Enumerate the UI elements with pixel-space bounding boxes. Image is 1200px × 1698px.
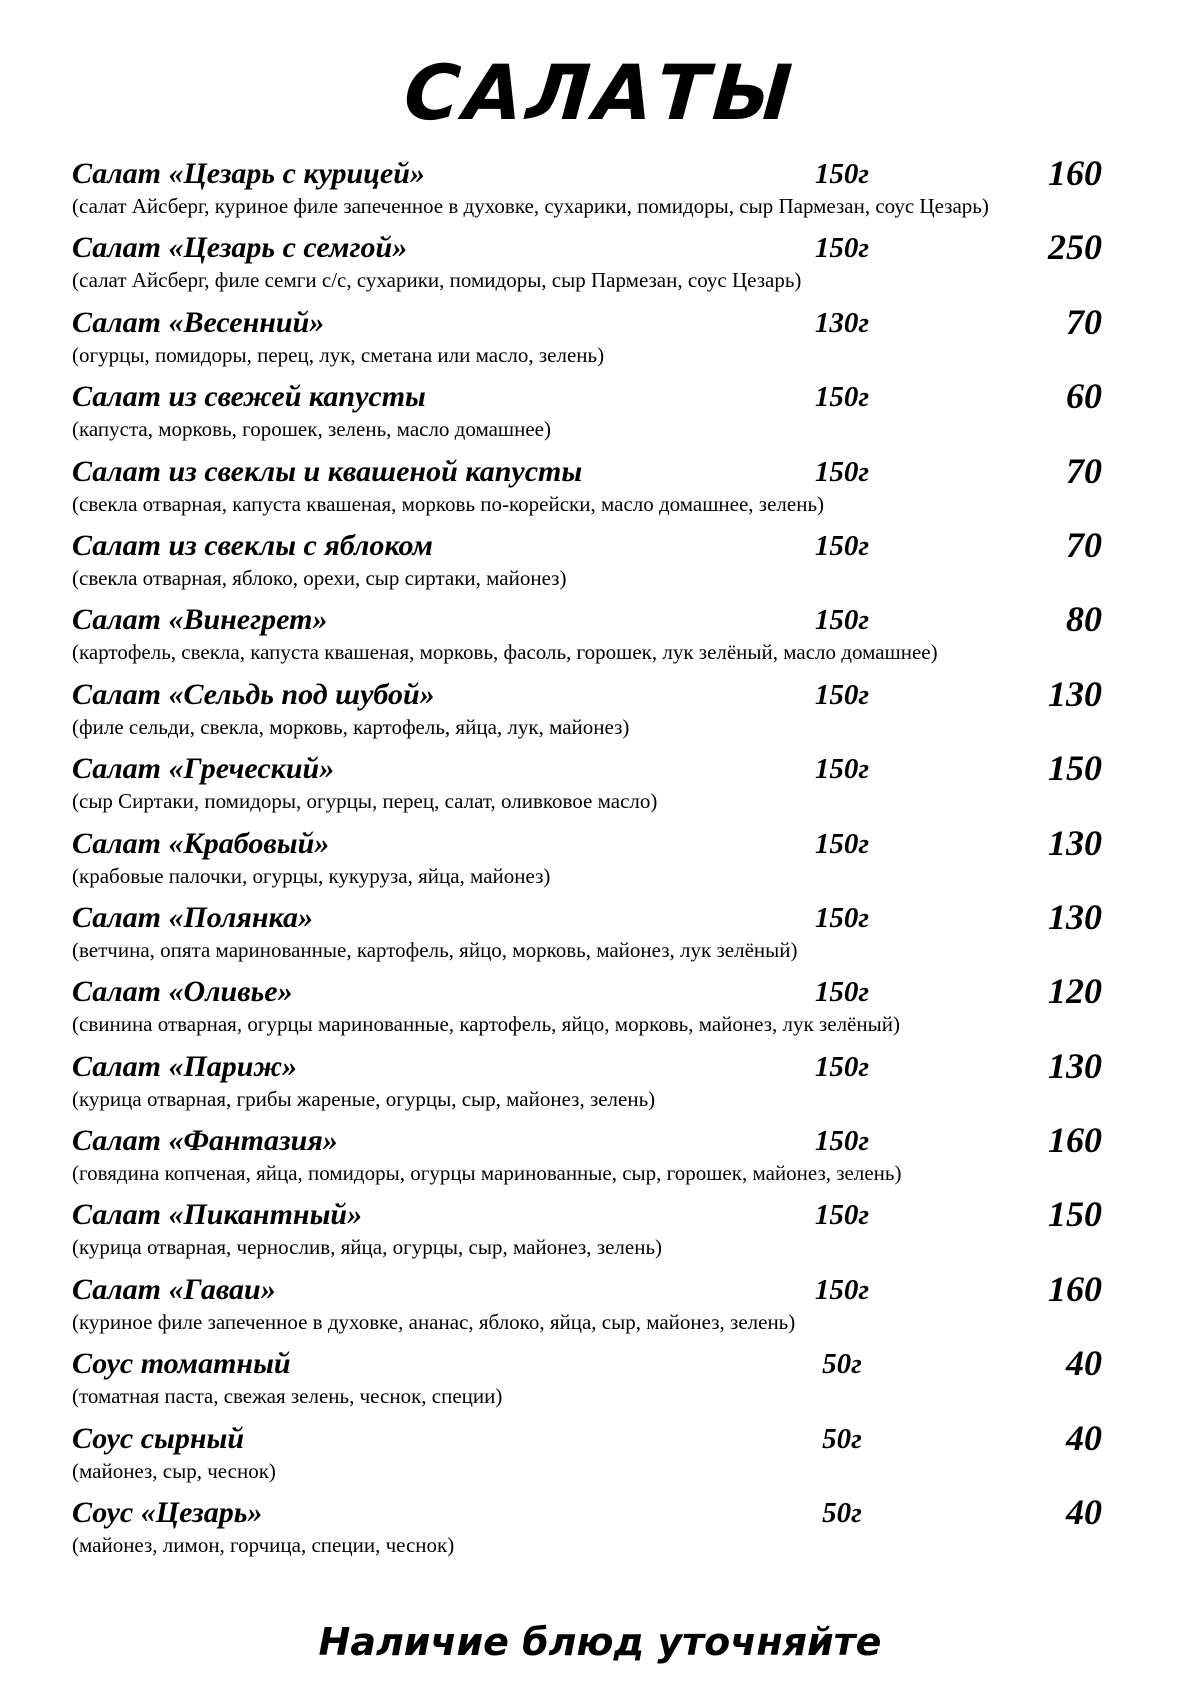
page-title: САЛАТЫ xyxy=(401,48,799,137)
item-description: (филе сельди, свекла, морковь, картофель, яйца, лук, майонез) xyxy=(72,714,630,739)
item-weight: 150г xyxy=(814,678,870,711)
item-price: 60 xyxy=(1066,376,1102,417)
item-name: Салат «Оливье» xyxy=(72,975,293,1009)
item-weight: 150г xyxy=(814,1199,870,1232)
menu-item xyxy=(72,748,1152,825)
item-price: 150 xyxy=(1048,1194,1102,1235)
item-price: 130 xyxy=(1048,896,1102,937)
item-weight: 50г xyxy=(822,1348,862,1381)
menu-item xyxy=(72,1268,1152,1346)
menu-item xyxy=(72,301,1152,379)
menu-item xyxy=(72,1492,1152,1569)
menu-item xyxy=(72,1045,1152,1123)
item-description: (свинина отварная, огурцы маринованные, картофель, яйцо, морковь, майонез, лук зелёный) xyxy=(72,1012,900,1037)
item-name: Салат «Весенний» xyxy=(72,305,325,339)
item-description: (капуста, морковь, горошек, зелень, масло домашнее) xyxy=(72,417,551,442)
menu-list xyxy=(72,153,1152,1569)
item-price: 150 xyxy=(1048,748,1102,789)
item-price: 160 xyxy=(1048,153,1102,193)
item-name: Салат «Винегрет» xyxy=(72,603,328,637)
menu-item xyxy=(72,227,1152,304)
item-description: (ветчина, опята маринованные, картофель, яйцо, морковь, майонез, лук зелёный) xyxy=(72,937,798,962)
menu-item xyxy=(72,673,1152,751)
item-weight: 150г xyxy=(814,827,870,860)
item-weight: 150г xyxy=(814,232,870,265)
item-weight: 50г xyxy=(822,1422,862,1455)
menu-item xyxy=(72,524,1152,602)
item-price: 70 xyxy=(1066,524,1102,565)
item-name: Салат «Фантазия» xyxy=(72,1124,338,1158)
item-description: (майонез, сыр, чеснок) xyxy=(72,1458,276,1483)
item-description: (курица отварная, чернослив, яйца, огурцы, сыр, майонез, зелень) xyxy=(72,1235,663,1260)
menu-item xyxy=(72,376,1152,453)
item-weight: 150г xyxy=(814,753,870,786)
item-name: Салат «Полянка» xyxy=(72,900,313,934)
item-price: 160 xyxy=(1048,1120,1102,1161)
menu-item xyxy=(72,1120,1152,1197)
item-name: Салат «Сельдь под шубой» xyxy=(72,677,435,711)
item-weight: 150г xyxy=(814,1050,870,1083)
item-weight: 150г xyxy=(814,158,870,190)
item-description: (крабовые палочки, огурцы, кукуруза, яйца, майонез) xyxy=(72,863,551,888)
item-name: Салат из свеклы с яблоком xyxy=(72,528,433,562)
item-description: (говядина копченая, яйца, помидоры, огурцы маринованные, сыр, горошек, майонез, зелень) xyxy=(72,1161,902,1186)
item-name: Соус томатный xyxy=(72,1347,291,1381)
menu-item xyxy=(72,822,1152,900)
menu-item xyxy=(72,896,1152,974)
menu-item xyxy=(72,153,1152,230)
item-name: Салат из свеклы и квашеной капусты xyxy=(72,454,583,488)
item-name: Салат «Крабовый» xyxy=(72,826,330,860)
menu-item xyxy=(72,1194,1152,1271)
menu-item xyxy=(72,450,1152,528)
item-name: Салат «Греческий» xyxy=(72,752,335,786)
item-name: Салат «Гаваи» xyxy=(72,1272,276,1306)
item-price: 70 xyxy=(1066,301,1102,342)
item-price: 160 xyxy=(1048,1268,1102,1309)
item-description: (куриное филе запеченное в духовке, ананас, яблоко, яйца, сыр, майонез, зелень) xyxy=(72,1309,796,1334)
item-weight: 150г xyxy=(814,1273,870,1306)
item-price: 80 xyxy=(1066,599,1102,640)
item-weight: 130г xyxy=(814,306,870,339)
item-price: 70 xyxy=(1066,450,1102,491)
item-name: Салат «Цезарь с семгой» xyxy=(72,231,408,265)
item-weight: 150г xyxy=(814,455,870,488)
item-price: 40 xyxy=(1066,1343,1102,1384)
item-description: (свекла отварная, капуста квашеная, морковь по-корейски, масло домашнее, зелень) xyxy=(72,491,825,516)
item-price: 40 xyxy=(1066,1417,1102,1458)
item-weight: 150г xyxy=(814,976,870,1009)
item-price: 40 xyxy=(1066,1492,1102,1533)
item-weight: 150г xyxy=(814,1125,870,1158)
item-description: (свекла отварная, яблоко, орехи, сыр сиртаки, майонез) xyxy=(72,565,567,590)
item-price: 120 xyxy=(1048,971,1102,1012)
item-weight: 150г xyxy=(814,604,870,637)
menu-item xyxy=(72,1343,1152,1420)
item-weight: 150г xyxy=(814,529,870,562)
item-weight: 150г xyxy=(814,381,870,414)
menu-item xyxy=(72,599,1152,676)
item-weight: 50г xyxy=(822,1497,862,1530)
item-price: 130 xyxy=(1048,1045,1102,1086)
item-name: Салат «Париж» xyxy=(72,1049,298,1083)
item-name: Салат из свежей капусты xyxy=(72,380,426,414)
item-description: (майонез, лимон, горчица, специи, чеснок) xyxy=(72,1533,455,1558)
availability-note: Наличие блюд уточняйте xyxy=(318,1620,882,1664)
menu-item xyxy=(72,971,1152,1048)
item-description: (салат Айсберг, куриное филе запеченное в духовке, сухарики, помидоры, сыр Пармезан, соус Цезарь) xyxy=(72,194,989,218)
item-description: (курица отварная, грибы жареные, огурцы, сыр, майонез, зелень) xyxy=(72,1086,656,1111)
item-price: 130 xyxy=(1048,822,1102,863)
item-name: Салат «Цезарь с курицей» xyxy=(72,157,425,190)
item-name: Соус «Цезарь» xyxy=(72,1496,263,1530)
item-description: (сыр Сиртаки, помидоры, огурцы, перец, салат, оливковое масло) xyxy=(72,789,658,814)
item-weight: 150г xyxy=(814,901,870,934)
item-description: (томатная паста, свежая зелень, чеснок, специи) xyxy=(72,1384,503,1409)
item-name: Салат «Пикантный» xyxy=(72,1198,363,1232)
item-price: 250 xyxy=(1048,227,1102,268)
item-description: (огурцы, помидоры, перец, лук, сметана или масло, зелень) xyxy=(72,342,605,367)
item-description: (картофель, свекла, капуста квашеная, морковь, фасоль, горошек, лук зелёный, масло домашнее) xyxy=(72,640,938,665)
item-name: Соус сырный xyxy=(72,1421,245,1455)
menu-item xyxy=(72,1417,1152,1495)
item-description: (салат Айсберг, филе семги с/с, сухарики, помидоры, сыр Пармезан, соус Цезарь) xyxy=(72,268,802,293)
item-price: 130 xyxy=(1048,673,1102,714)
